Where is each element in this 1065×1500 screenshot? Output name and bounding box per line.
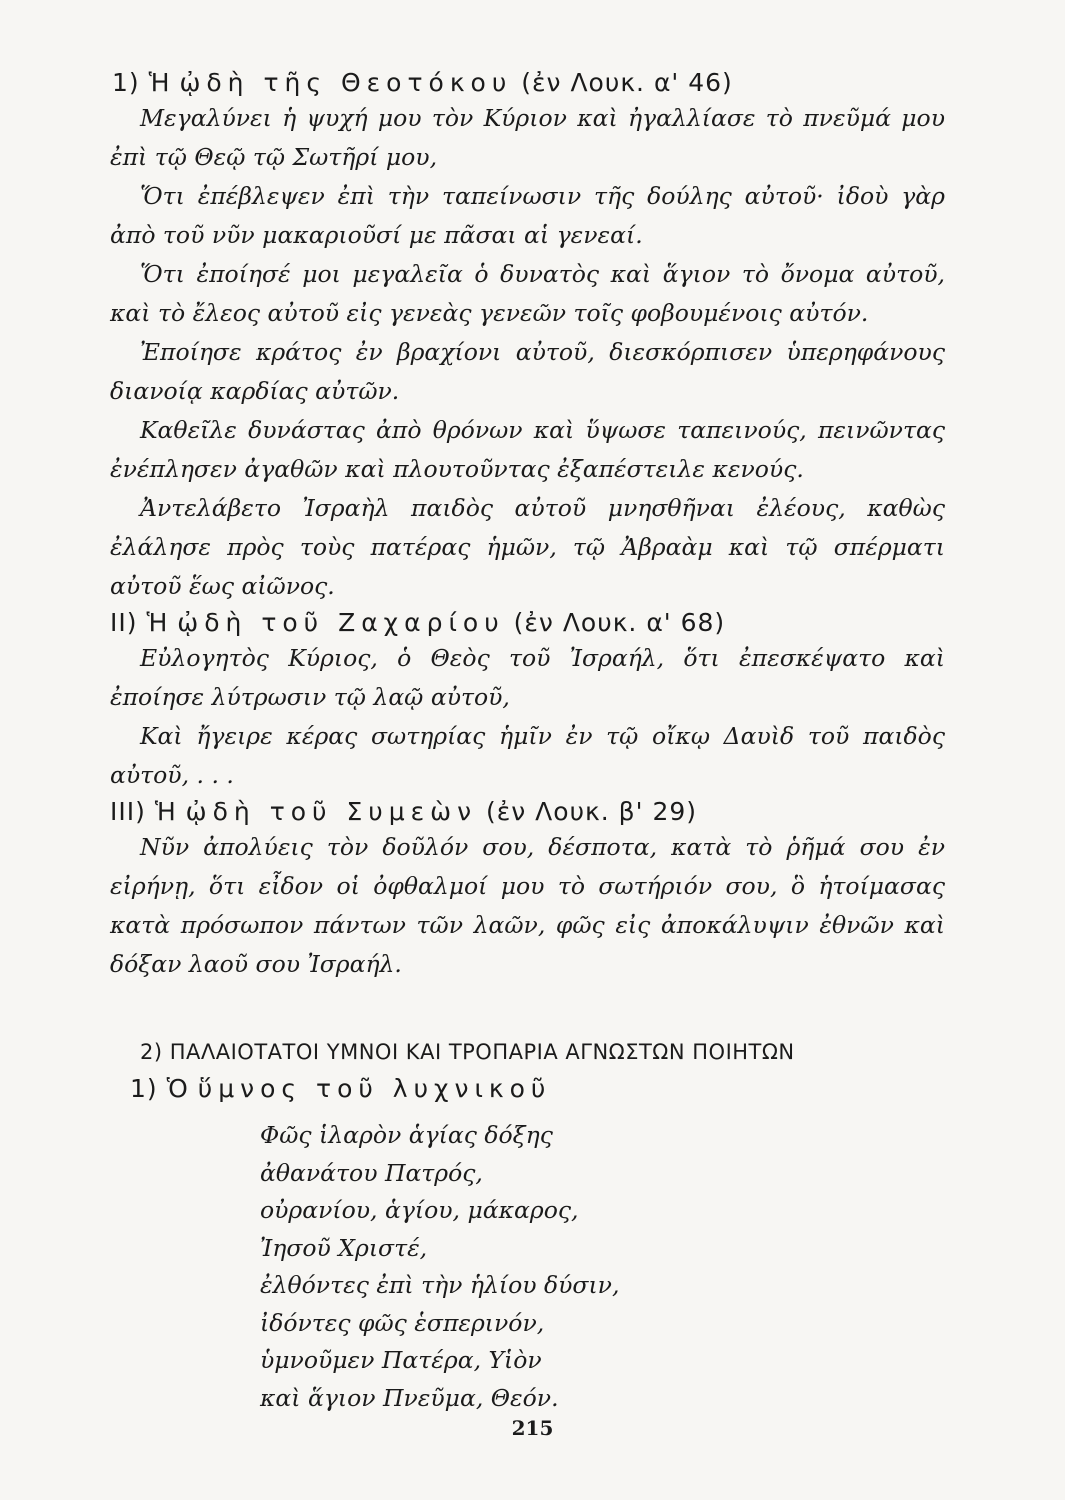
ode-2-heading-prefix: II) Ἡ bbox=[110, 608, 169, 637]
ode-3-paragraph: Νῦν ἀπολύεις τὸν δοῦλόν σου, δέσποτα, κατὰ τὸ ῥῆμά σου ἐν εἰρήνῃ, ὅτι εἶδον οἱ ὀφθαλμοί μου τὸ σωτήριόν σου, ὃ ἡτοίμασας κατὰ πρόσωπον πάντων τῶν λαῶν, φῶς εἰς ἀποκάλυψιν ἐθνῶν καὶ δόξαν λαοῦ σου Ἰσραήλ. bbox=[110, 833, 945, 978]
poem-line: Ἰησοῦ Χριστέ, bbox=[260, 1233, 428, 1262]
ode-1-paragraph: Καθεῖλε δυνάστας ἀπὸ θρόνων καὶ ὕψωσε ταπεινούς, πεινῶντας ἐνέπλησεν ἀγαθῶν καὶ πλουτοῦντας ἐξαπέστειλε κενούς. bbox=[110, 416, 945, 483]
ode-1-paragraph: Ὅτι ἐποίησέ μοι μεγαλεῖα ὁ δυνατὸς καὶ ἅγιον τὸ ὄνομα αὐτοῦ, καὶ τὸ ἔλεος αὐτοῦ εἰς γενεὰς γενεῶν τοῖς φοβουμένοις αὐτόν. bbox=[110, 260, 945, 327]
hymn-1-heading bbox=[130, 1074, 945, 1103]
section-2-title: 2) ΠΑΛΑΙΟΤΑΤΟΙ ΥΜΝΟΙ ΚΑΙ ΤΡΟΠΑΡΙΑ ΑΓΝΩΣΤΩΝ ΠΟΙΗΤΩΝ bbox=[140, 1040, 795, 1064]
ode-1-paragraph: Μεγαλύνει ἡ ψυχή μου τὸν Κύριον καὶ ἠγαλλίασε τὸ πνεῦμά μου ἐπὶ τῷ Θεῷ τῷ Σωτῆρί μου, bbox=[110, 104, 945, 171]
ode-3-heading bbox=[110, 797, 945, 826]
ode-1-heading bbox=[112, 68, 945, 97]
ode-1-paragraph: Ἀντελάβετο Ἰσραὴλ παιδὸς αὐτοῦ μνησθῆναι ἐλέους, καθὼς ἐλάλησε πρὸς τοὺς πατέρας ἡμῶν, τῷ Ἀβραὰμ καὶ τῷ σπέρματι αὐτοῦ ἕως αἰῶνος. bbox=[110, 494, 945, 600]
poem-line: ἰδόντες φῶς ἑσπερινόν, bbox=[260, 1308, 545, 1337]
page-number: 215 bbox=[511, 1416, 554, 1440]
ode-1-heading-title: ᾠδὴ τῆς Θεοτόκου bbox=[179, 68, 513, 97]
poem-line: καὶ ἅγιον Πνεῦμα, Θεόν. bbox=[260, 1383, 559, 1412]
poem-line: ὑμνοῦμεν Πατέρα, Υἱὸν bbox=[260, 1346, 542, 1374]
poem-line: Φῶς ἱλαρὸν ἁγίας δόξης bbox=[260, 1121, 553, 1149]
ode-3-text bbox=[110, 828, 945, 984]
ode-1-paragraph: Ὅτι ἐπέβλεψεν ἐπὶ τὴν ταπείνωσιν τῆς δούλης αὐτοῦ· ἰδοὺ γὰρ ἀπὸ τοῦ νῦν μακαριοῦσί με πᾶσαι αἱ γενεαί. bbox=[110, 182, 945, 249]
ode-1-text bbox=[110, 99, 945, 606]
ode-2-paragraph: Εὐλογητὸς Κύριος, ὁ Θεὸς τοῦ Ἰσραήλ, ὅτι ἐπεσκέψατο καὶ ἐποίησε λύτρωσιν τῷ λαῷ αὐτοῦ, bbox=[110, 644, 945, 711]
poem-line: ἀθανάτου Πατρός, bbox=[260, 1158, 483, 1187]
ode-3-heading-ref: (ἐν Λουκ. β' 29) bbox=[486, 797, 698, 826]
ode-1-paragraph: Ἐποίησε κράτος ἐν βραχίονι αὐτοῦ, διεσκόρπισεν ὑπερηφάνους διανοίᾳ καρδίας αὐτῶν. bbox=[110, 338, 945, 405]
ode-2-heading-title: ᾠδὴ τοῦ Ζαχαρίου bbox=[177, 608, 505, 637]
ode-2-text bbox=[110, 639, 945, 795]
ode-3-heading-prefix: III) Ἡ bbox=[110, 797, 177, 826]
ode-2-paragraph: Καὶ ἤγειρε κέρας σωτηρίας ἡμῖν ἐν τῷ οἴκῳ Δαυὶδ τοῦ παιδὸς αὐτοῦ, . . . bbox=[110, 722, 945, 789]
ode-2-heading bbox=[110, 608, 945, 637]
ode-2-heading-ref: (ἐν Λουκ. α' 68) bbox=[513, 608, 726, 637]
ode-1-heading-prefix: 1) Ἡ bbox=[112, 68, 171, 97]
hymn-1-heading-prefix: 1) Ὁ bbox=[130, 1074, 189, 1103]
hymn-1-heading-title: ὕμνος τοῦ λυχνικοῦ bbox=[197, 1074, 552, 1103]
ode-1-heading-ref: (ἐν Λουκ. α' 46) bbox=[521, 68, 733, 97]
hymn-1-poem bbox=[260, 1117, 945, 1417]
ode-3-heading-title: ᾠδὴ τοῦ Συμεὼν bbox=[185, 797, 478, 826]
poem-line: ἐλθόντες ἐπὶ τὴν ἡλίου δύσιν, bbox=[260, 1271, 620, 1299]
poem-line: οὐρανίου, ἁγίου, μάκαρος, bbox=[260, 1196, 579, 1224]
